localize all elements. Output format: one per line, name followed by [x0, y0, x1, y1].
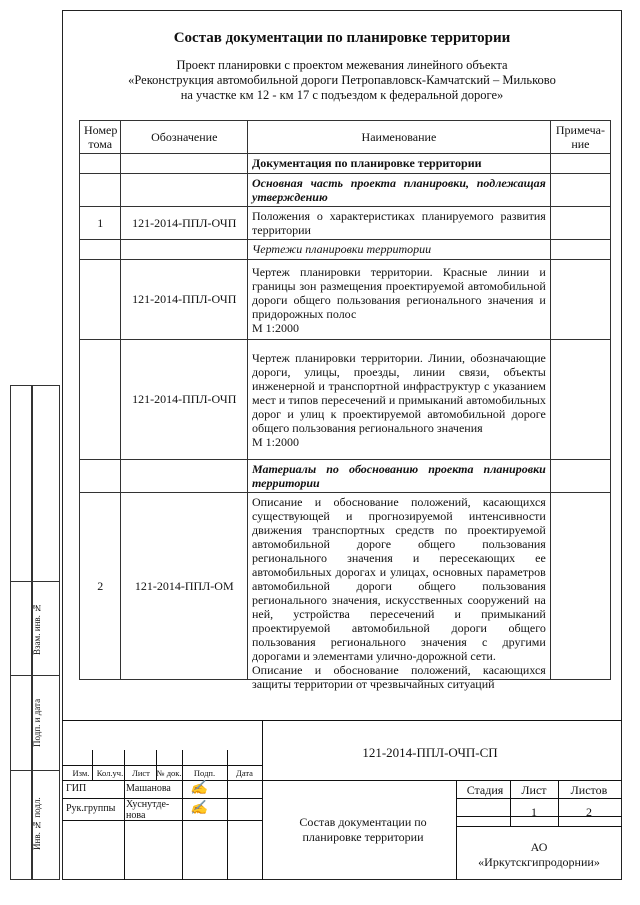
side-label-inventory: Инв. № подл.	[32, 797, 42, 851]
sheet-value: 1	[531, 805, 537, 819]
designation-code: 121-2014-ППЛ-ОЧП	[121, 260, 248, 340]
document-name-stamp: Состав документации по планировке территории	[299, 815, 427, 844]
role-group-lead: Рук.группы	[66, 803, 116, 814]
col-header-date: Дата	[236, 768, 253, 778]
document-name	[248, 260, 551, 340]
sheet-label: Лист	[521, 783, 547, 797]
organization	[456, 840, 622, 870]
designation-code: 121-2014-ППЛ-ОЧП	[121, 207, 248, 240]
signature-image: ✍	[190, 781, 208, 796]
header-designation: Обозначение	[121, 121, 248, 154]
table-row	[80, 207, 611, 240]
documentation-table	[79, 120, 611, 691]
col-header-doc-number: № док.	[156, 768, 182, 778]
side-column-signature	[10, 385, 32, 880]
designation-code: 121-2014-ППЛ-ОЧП	[121, 340, 248, 460]
role-chief-engineer: ГИП	[66, 783, 87, 794]
table-row	[80, 240, 611, 260]
document-name-text: Описание и обоснование положений, касающихся защиты территории от чрезвычайных ситуаций	[252, 663, 546, 691]
sheets-value: 2	[586, 805, 592, 819]
subtitle-line: Проект планировки с проектом межевания линейного объекта	[176, 58, 508, 72]
document-title: Состав документации по планировке территории	[173, 30, 511, 46]
person-group-lead: Хуснутде-нова	[126, 799, 170, 821]
signature-image: ✍	[190, 801, 208, 816]
document-name-text: Описание и обоснование положений, касающихся существующей и прогнозируемой интенсивности движения транспортных средств по проектируемой автомобильной дороге общего пользования регионального значения и пересекающих ее автомобильных дорогах и улицах, основных параметров автомобильной дороги общего пользования регионального значения, искусственных сооружений на ней, устройства пересечений и примыканий проектируемой автомобильной дороги общего пользования регионального значения с другими дорогами и элементами улично-дорожной сети.	[252, 495, 546, 663]
header-name: Наименование	[248, 121, 551, 154]
subsection-heading: Материалы по обоснованию проекта планировки территории	[248, 460, 551, 493]
table-row	[80, 260, 611, 340]
col-header-change: Изм.	[72, 768, 90, 778]
sheets-label: Листов	[570, 783, 608, 797]
col-header-count: Кол.уч.	[96, 768, 124, 778]
document-subtitle	[62, 58, 622, 103]
document-code: 121-2014-ППЛ-ОЧП-СП	[362, 745, 498, 760]
side-stamp	[10, 385, 60, 880]
organization-line: «Иркутскгипродорнии»	[478, 855, 600, 869]
col-header-sheet: Лист	[132, 768, 150, 778]
col-header-signature: Подп.	[193, 768, 216, 778]
document-name-text: Чертеж планировки территории. Красные линии и границы зон размещения проектируемой автомобильной дороги общего пользования регионального значения и придорожных полос	[252, 264, 546, 321]
document-name	[248, 493, 551, 691]
volume-number: 2	[80, 493, 121, 680]
stage-label: Стадия	[466, 783, 504, 797]
scale-label: М 1:2000	[252, 434, 300, 449]
person-chief-engineer: Машанова	[126, 783, 171, 794]
table-header-row	[80, 121, 611, 154]
table-row	[80, 460, 611, 493]
document-name: Положения о характеристиках планируемого развития территории	[248, 207, 551, 240]
table-row	[80, 493, 611, 680]
document-name-text: Чертеж планировки территории. Линии, обозначающие дороги, улицы, проезды, линии связи, объекты инженерной и транспортной инфраструктур с указанием мест и типов пересечений и примыканий автомобильных дорог и улиц к проектируемой автомобильной дороге общего пользования регионального значения	[252, 350, 546, 435]
section-heading: Документация по планировке территории	[248, 154, 551, 174]
designation-code: 121-2014-ППЛ-ОМ	[121, 493, 248, 680]
side-label-signature-date: Подп. и дата	[32, 698, 42, 748]
side-label-replacement: Взам. инв. №	[32, 602, 42, 656]
subtitle-line: «Реконструкция автомобильной дороги Петропавловск-Камчатский – Мильково	[128, 73, 556, 87]
table-row	[80, 340, 611, 460]
scale-label: М 1:2000	[252, 320, 300, 335]
subsection-heading: Основная часть проекта планировки, подлежащая утверждению	[248, 174, 551, 207]
subsection-heading: Чертежи планировки территории	[248, 240, 551, 260]
volume-number: 1	[80, 207, 121, 240]
table-row	[80, 174, 611, 207]
document-name	[248, 340, 551, 460]
header-note: Примеча-ние	[550, 121, 610, 154]
table-row	[80, 154, 611, 174]
header-volume-number: Номер тома	[80, 121, 121, 154]
organization-line: АО	[530, 840, 548, 854]
subtitle-line: на участке км 12 - км 17 с подъездом к федеральной дороге»	[180, 88, 504, 102]
